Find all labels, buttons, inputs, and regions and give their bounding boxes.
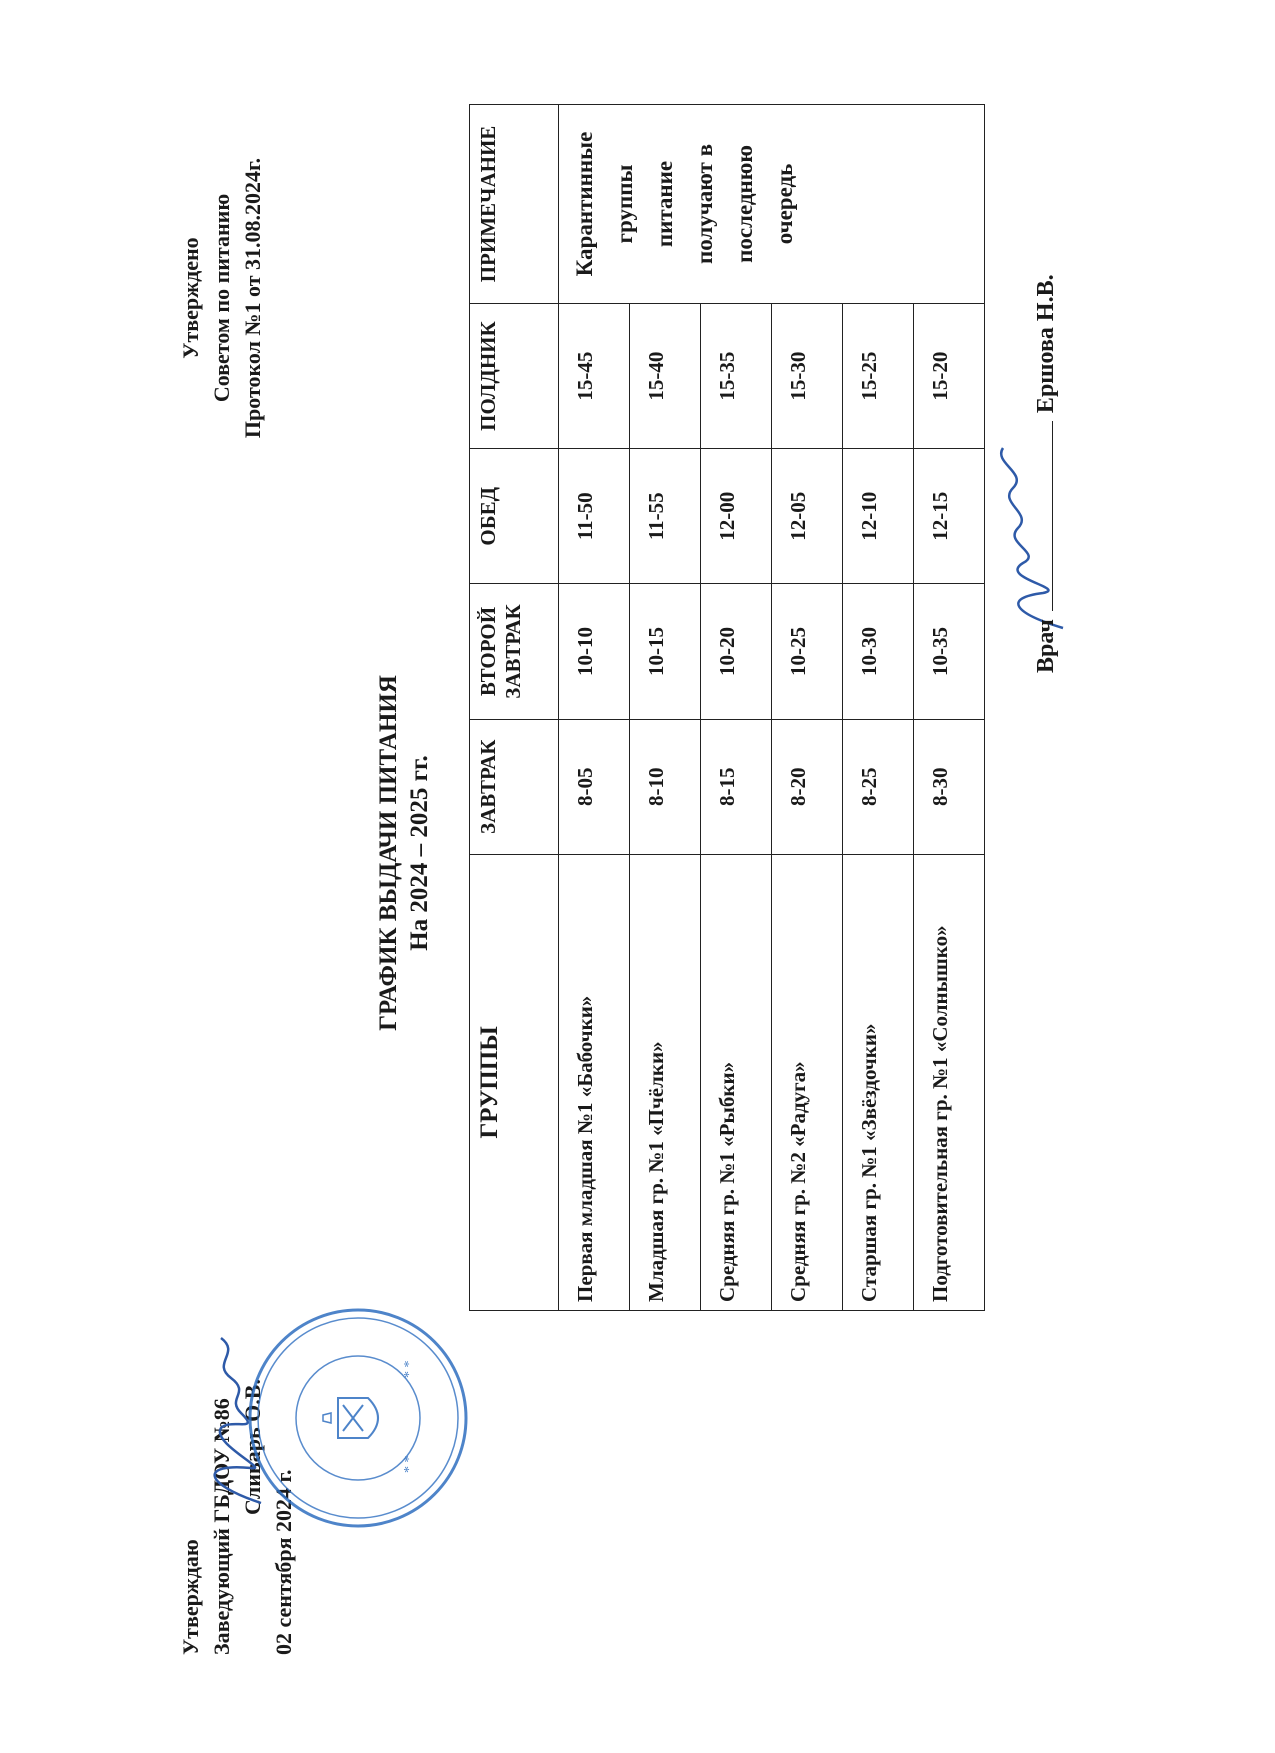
approval-left-line4: 02 сентября 2024 г. (271, 1469, 296, 1655)
approval-left-line2: Заведующий ГБДОУ №86 (209, 1398, 234, 1655)
note-line: очередь (772, 163, 797, 245)
doctor-label: Врач (1033, 619, 1059, 673)
lunch-time: 12-05 (772, 449, 843, 584)
header-snack: ПОЛДНИК (470, 304, 559, 449)
lunch-time: 11-55 (630, 449, 701, 584)
note-line: Карантинные (572, 131, 597, 277)
second-breakfast-time: 10-25 (772, 584, 843, 719)
approval-right-line1: Утверждено (178, 237, 203, 359)
header-note: ПРИМЕЧАНИЕ (470, 105, 559, 304)
snack-time: 15-20 (914, 304, 985, 449)
second-breakfast-time: 10-30 (843, 584, 914, 719)
breakfast-time: 8-10 (630, 719, 701, 854)
lunch-time: 12-15 (914, 449, 985, 584)
group-name: Подготовительная гр. №1 «Солнышко» (914, 854, 985, 1310)
breakfast-time: 8-20 (772, 719, 843, 854)
title-main: ГРАФИК ВЫДАЧИ ПИТАНИЯ (375, 675, 402, 1031)
doctor-line (1033, 274, 1060, 673)
approval-right-line2: Советом по питанию (209, 193, 234, 403)
breakfast-time: 8-05 (559, 719, 630, 854)
header-breakfast: ЗАВТРАК (470, 719, 559, 854)
doctor-name: Ершова Н.В. (1033, 274, 1059, 414)
note-line: получают в (692, 143, 717, 265)
approval-right-line3: Протокол №1 от 31.08.2024г. (240, 157, 265, 439)
snack-time: 15-35 (701, 304, 772, 449)
lunch-time: 12-00 (701, 449, 772, 584)
approval-left-line1: Утверждаю (178, 1539, 203, 1655)
breakfast-time: 8-25 (843, 719, 914, 854)
approval-left-signatory: Сливарь О.В. (240, 1379, 265, 1515)
document-sheet (133, 60, 1121, 1693)
group-name: Младшая гр. №1 «Пчёлки» (630, 854, 701, 1310)
snack-time: 15-45 (559, 304, 630, 449)
breakfast-time: 8-15 (701, 719, 772, 854)
svg-text:* *: * * (402, 1455, 417, 1473)
approval-right (175, 98, 268, 498)
note-cell (559, 105, 985, 304)
group-name: Средняя гр. №2 «Радуга» (772, 854, 843, 1310)
director-signature (191, 1333, 281, 1513)
breakfast-time: 8-30 (914, 719, 985, 854)
second-breakfast-time: 10-10 (559, 584, 630, 719)
header-second-breakfast: ВТОРОЙ ЗАВТРАК (470, 584, 559, 719)
lunch-time: 12-10 (843, 449, 914, 584)
document-title (373, 573, 435, 1133)
table-row (559, 105, 630, 1311)
note-line: питание (652, 160, 677, 248)
snack-time: 15-30 (772, 304, 843, 449)
snack-time: 15-25 (843, 304, 914, 449)
header-lunch: ОБЕД (470, 449, 559, 584)
second-breakfast-time: 10-15 (630, 584, 701, 719)
second-breakfast-time: 10-35 (914, 584, 985, 719)
group-name: Первая младшая №1 «Бабочки» (559, 854, 630, 1310)
group-name: Средняя гр. №1 «Рыбки» (701, 854, 772, 1310)
note-line: группы (612, 164, 637, 244)
note-line: последнюю (732, 145, 757, 263)
group-name: Старшая гр. №1 «Звёздочки» (843, 854, 914, 1310)
header-groups: ГРУППЫ (470, 854, 559, 1310)
svg-text:* *: * * (402, 1360, 417, 1378)
doctor-signature-blank (1052, 421, 1053, 611)
title-sub: На 2024 – 2025 гг. (406, 755, 433, 951)
meal-schedule-table (469, 104, 985, 1311)
lunch-time: 11-50 (559, 449, 630, 584)
table-header-row (470, 105, 559, 1311)
second-breakfast-time: 10-20 (701, 584, 772, 719)
snack-time: 15-40 (630, 304, 701, 449)
